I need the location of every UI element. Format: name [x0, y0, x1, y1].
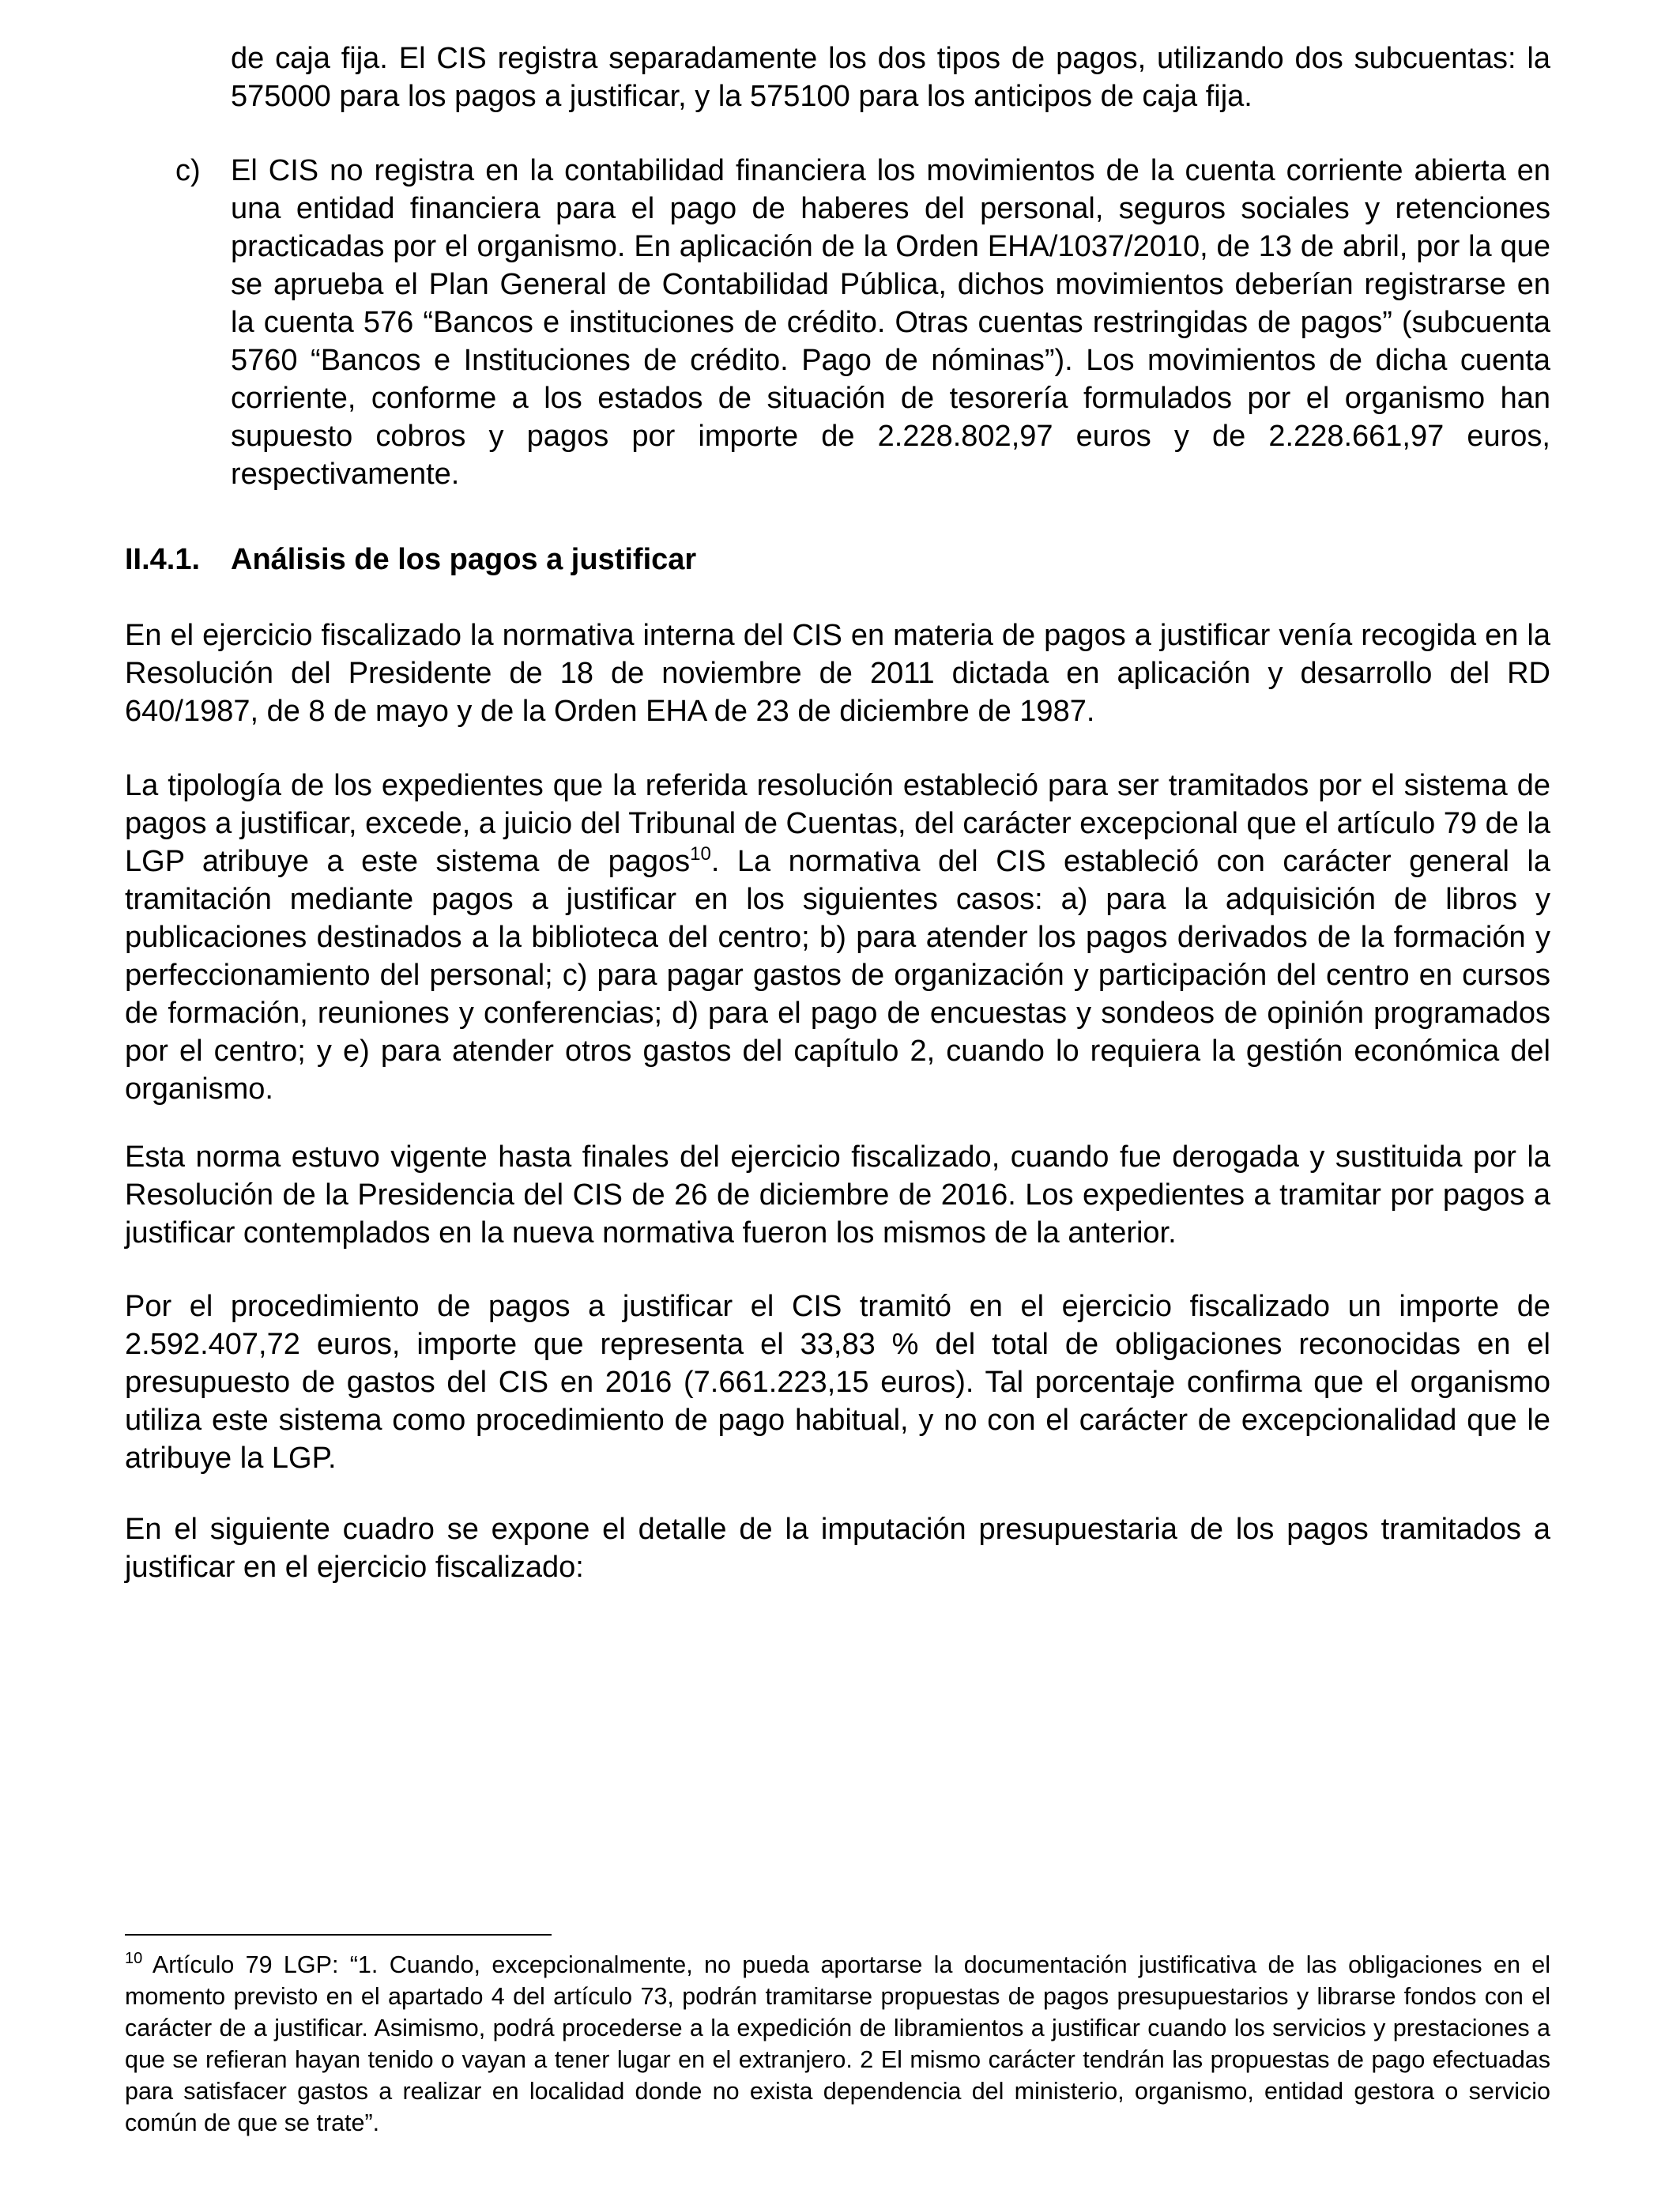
section-number: II.4.1. — [125, 543, 201, 576]
list-item-text: El CIS no registra en la contabilidad financiera los movimientos de la cuenta corriente abierta en una entidad financiera para el pago de haberes del personal, seguros sociales y retenciones practicadas por el organismo. En aplicación de la Orden EHA/1037/2010, de 13 de abril, por la que se aprueba el Plan General de Contabilidad Pública, dichos movimientos deberían registrarse en la cuenta 576 “Bancos e instituciones de crédito. Otras cuentas restringidas de pagos” (subcuenta 5760 “Bancos e Instituciones de crédito. Pago de nóminas”). Los movimientos de dicha cuenta corriente, conforme a los estados de situación de tesorería formulados por el organismo han supuesto cobros y pagos por importe de 2.228.802,97 euros y de 2.228.661,97 euros, respectivamente. — [231, 154, 1550, 491]
section-heading — [125, 541, 1547, 579]
footnote — [125, 1949, 1550, 2139]
section-title: Análisis de los pagos a justificar — [231, 543, 697, 576]
continuation-paragraph: de caja fija. El CIS registra separadamente los dos tipos de pagos, utilizando dos subcuentas: la 575000 para los pagos a justificar, y la 575100 para los anticipos de caja fija. — [231, 42, 1550, 113]
footnote-reference[interactable]: 10 — [690, 843, 711, 865]
list-marker: c) — [175, 154, 201, 187]
paragraph-1: En el ejercicio fiscalizado la normativa interna del CIS en materia de pagos a justificar venía recogida en la Resolución del Presidente de 18 de noviembre de 2011 dictada en aplicación y desarrollo del RD 640/1987, de 8 de mayo y de la Orden EHA de 23 de diciembre de 1987. — [125, 619, 1550, 728]
footnote-text: Artículo 79 LGP: “1. Cuando, excepcionalmente, no pueda aportarse la documentación justificativa de las obligaciones en el momento previsto en el apartado 4 del artículo 73, podrán tramitarse propuestas de pagos presupuestarios y librarse fondos con el carácter de a justificar. Asimismo, podrá procederse a la expedición de libramientos a justificar cuando los servicios y prestaciones a que se refieran hayan tenido o vayan a tener lugar en el extranjero. 2 El mismo carácter tendrán las propuestas de pago efectuadas para satisfacer gastos a realizar en localidad donde no exista dependencia del ministerio, organismo, entidad gestora o servicio común de que se trate”. — [125, 1951, 1550, 2136]
paragraph-2-text-after: . La normativa del CIS estableció con carácter general la tramitación mediante pagos a justificar en los siguientes casos: a) para la adquisición de libros y publicaciones destinados a la biblioteca del centro; b) para atender los pagos derivados de la formación y perfeccionamiento del personal; c) para pagar gastos de organización y participación del centro en cursos de formación, reuniones y conferencias; d) para el pago de encuestas y sondeos de opinión programados por el centro; y e) para atender otros gastos del capítulo 2, cuando lo requiera la gestión económica del organismo. — [125, 845, 1550, 1106]
paragraph-3: Esta norma estuvo vigente hasta finales del ejercicio fiscalizado, cuando fue derogada y sustituida por la Resolución de la Presidencia del CIS de 26 de diciembre de 2016. Los expedientes a tramitar por pagos a justificar contemplados en la nueva normativa fueron los mismos de la anterior. — [125, 1140, 1550, 1250]
paragraph-4: Por el procedimiento de pagos a justificar el CIS tramitó en el ejercicio fiscalizado un importe de 2.592.407,72 euros, importe que representa el 33,83 % del total de obligaciones reconocidas en el presupuesto de gastos del CIS en 2016 (7.661.223,15 euros). Tal porcentaje confirma que el organismo utiliza este sistema como procedimiento de pago habitual, y no con el carácter de excepcionalidad que le atribuye la LGP. — [125, 1290, 1550, 1475]
paragraph-2-text-before: La tipología de los expedientes que la referida resolución estableció para ser tramitados por el sistema de pagos a justificar, excede, a juicio del Tribunal de Cuentas, del carácter excepcional que el artículo 79 de la LGP atribuye a este sistema de pagos — [125, 769, 1550, 878]
footnote-separator — [125, 1934, 552, 1936]
footnote-number: 10 — [125, 1950, 143, 1967]
paragraph-5: En el siguiente cuadro se expone el detalle de la imputación presupuestaria de los pagos tramitados a justificar en el ejercicio fiscalizado: — [125, 1513, 1550, 1584]
paragraph-2 — [125, 767, 1550, 1108]
